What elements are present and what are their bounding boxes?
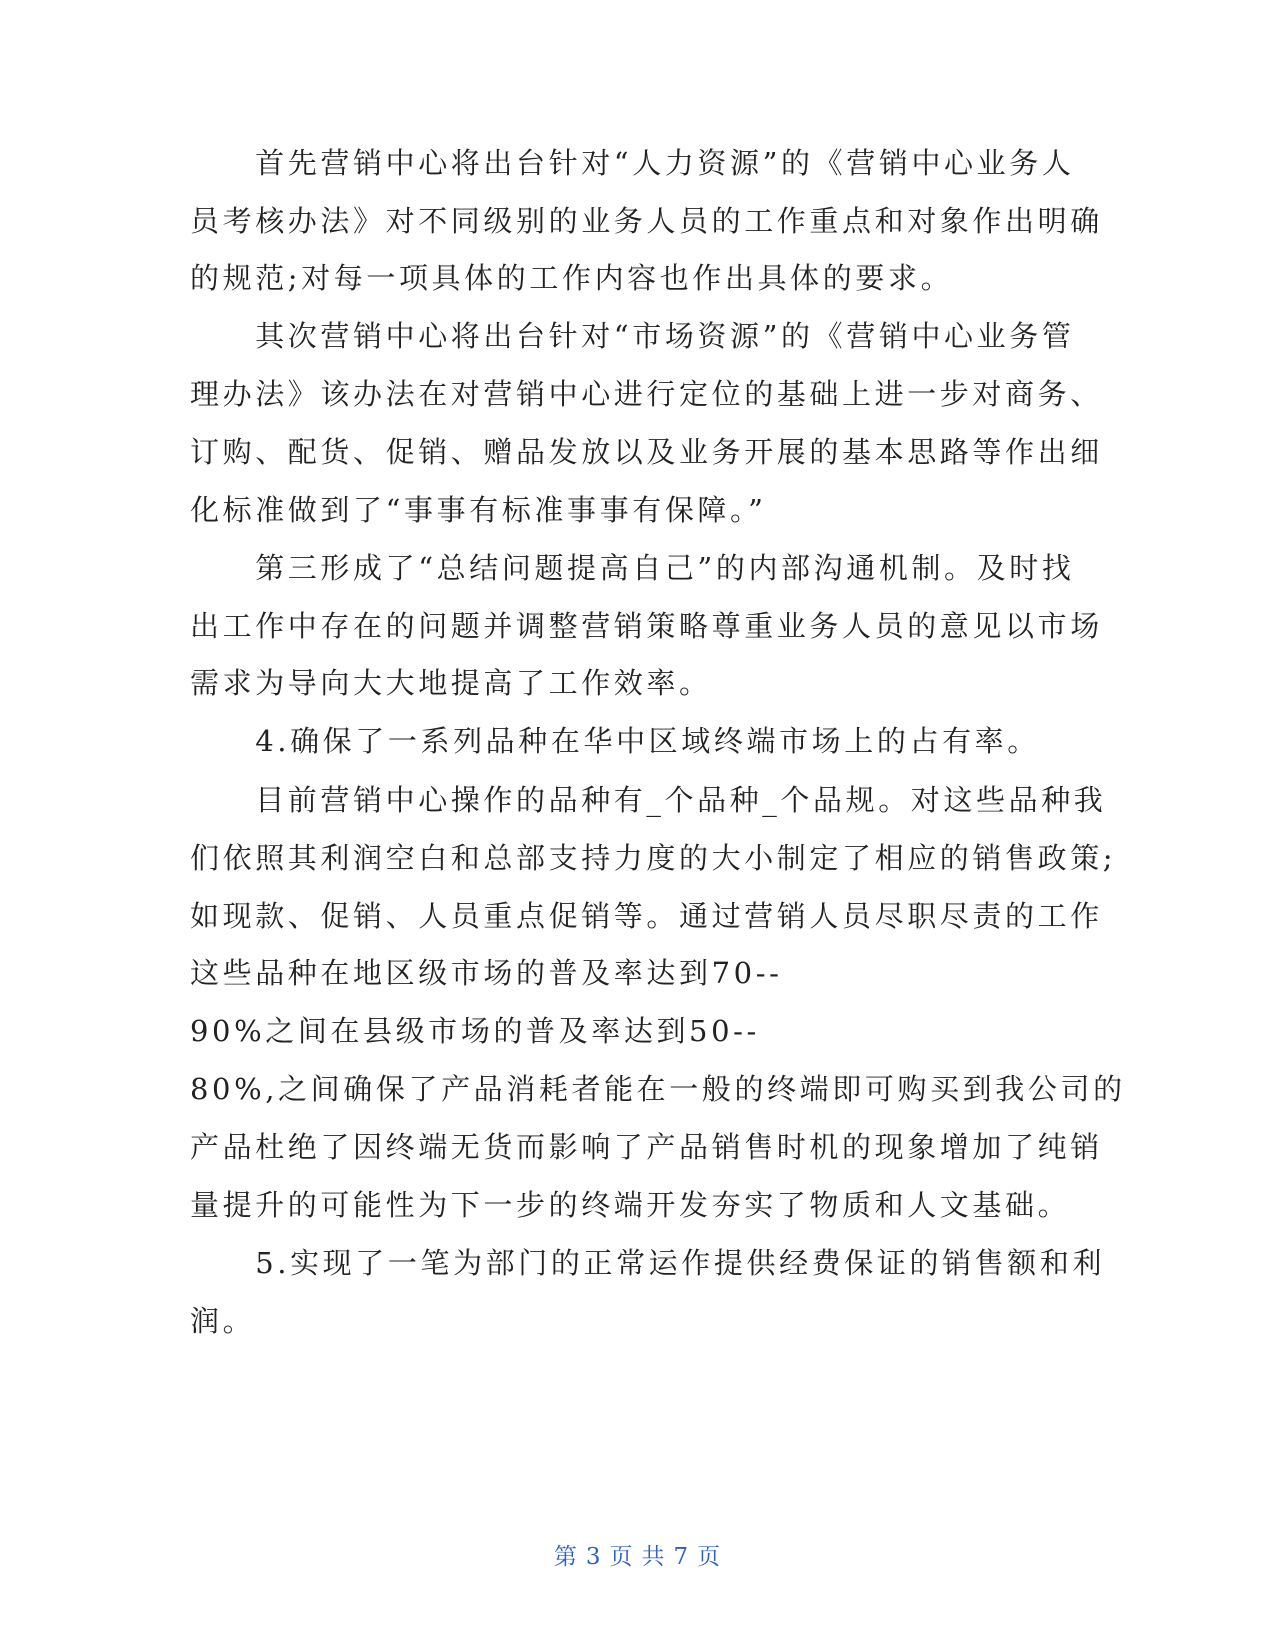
text-line: 第三形成了“总结问题提高自己”的内部沟通机制。及时找 [190,551,1075,585]
text-line: 需求为导向大大地提高了工作效率。 [190,666,712,700]
text-line: 首先营销中心将出台针对“人力资源”的《营销中心业务人 [190,146,1075,180]
text-line: 80%,之间确保了产品消耗者能在一般的终端即可购买到我公司的 [190,1072,1126,1106]
total-pages: 7 [673,1544,690,1570]
footer-total-label: 共 [641,1544,666,1570]
text-line: 订购、配货、促销、赠品发放以及业务开展的基本思路等作出细 [190,435,1103,469]
text-line: 化标准做到了“事事有标准事事有保障。” [190,493,767,527]
text-line: 其次营销中心将出台针对“市场资源”的《营销中心业务管 [190,319,1075,353]
page-footer [0,1538,1275,1571]
text-line: 理办法》该办法在对营销中心进行定位的基础上进一步对商务、 [190,377,1103,411]
text-line: 目前营销中心操作的品种有_个品种_个品规。对这些品种我 [190,783,1107,817]
text-line: 量提升的可能性为下一步的终端开发夯实了物质和人文基础。 [190,1188,1071,1222]
text-line: 们依照其利润空白和总部支持力度的大小制定了相应的销售政策; [190,841,1117,875]
text-line: 4.确保了一系列品种在华中区域终端市场上的占有率。 [190,724,1040,758]
footer-page-label: 页 [609,1544,634,1570]
text-line: 润。 [190,1304,256,1338]
text-line: 出工作中存在的问题并调整营销策略尊重业务人员的意见以市场 [190,609,1103,643]
text-line: 这些品种在地区级市场的普及率达到70-- [190,956,783,990]
text-line: 员考核办法》对不同级别的业务人员的工作重点和对象作出明确 [190,204,1103,238]
text-line: 如现款、促销、人员重点促销等。通过营销人员尽职尽责的工作 [190,899,1103,933]
text-line: 产品杜绝了因终端无货而影响了产品销售时机的现象增加了纯销 [190,1130,1103,1164]
text-line: 90%之间在县级市场的普及率达到50-- [190,1014,760,1048]
text-line: 的规范;对每一项具体的工作内容也作出具体的要求。 [190,261,954,295]
page-number: 3 [585,1544,602,1570]
text-line: 5.实现了一笔为部门的正常运作提供经费保证的销售额和利 [190,1246,1106,1280]
footer-suffix: 页 [697,1544,722,1570]
footer-prefix: 第 [553,1544,578,1570]
